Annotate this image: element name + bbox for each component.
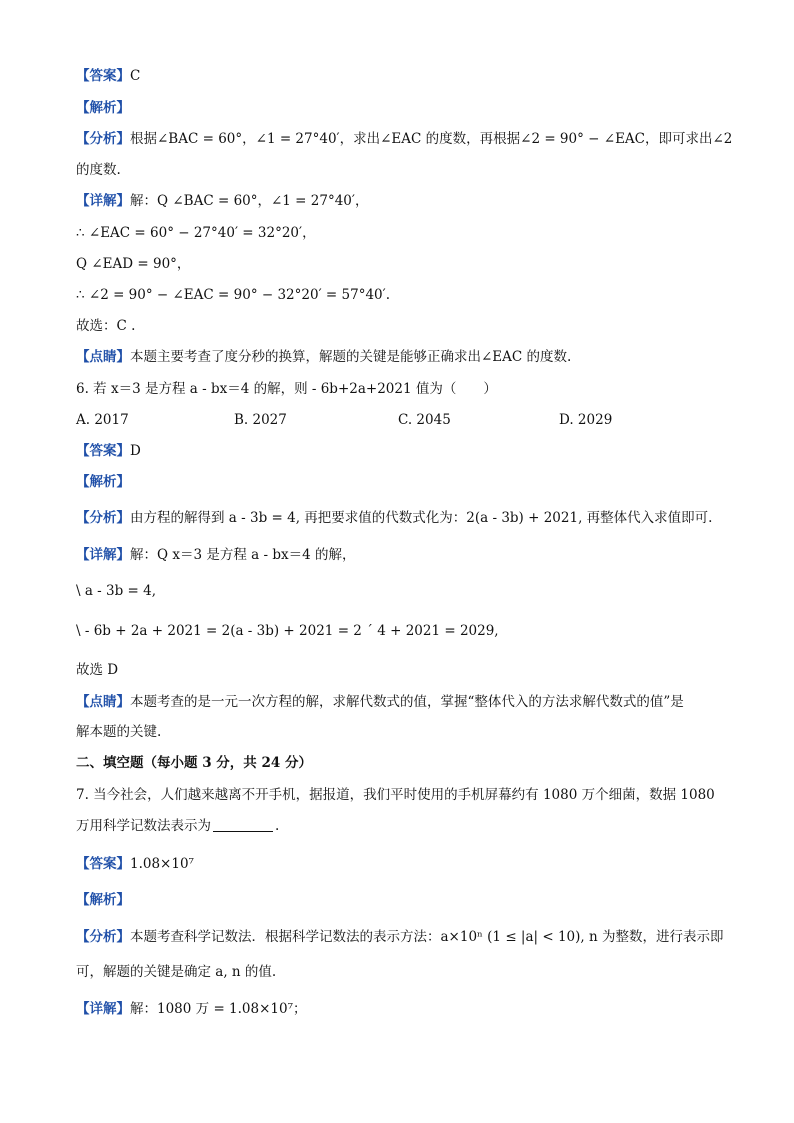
fenxi-line-7 [76,927,754,947]
fenxi-text: 根据∠BAC = 60°，∠1 = 27°40′，求出∠EAC 的度数，再根据∠2 = 90° − ∠EAC，即可求出∠2 [130,131,733,147]
text: . [275,818,280,834]
xiangjie-line-5 [76,191,754,211]
option-b: B. 2027 [234,412,287,428]
analysis-heading-5 [76,98,754,118]
fenxi-tag: 【分析】 [76,929,130,945]
text: \ - 6b + 2a + 2021 = 2(a - 3b) + 2021 = 2 ´ 4 + 2021 = 2029, [76,623,499,639]
text: 本题考查的是一元一次方程的解，求解代数式的值，掌握“整体代入的方法求解代数式的值”是 [130,694,684,710]
fenxi-line-6 [76,508,754,528]
answer-line-7 [76,854,754,874]
text: 万用科学记数法表示为 [76,818,211,834]
answer-line-5 [76,66,754,86]
dianjing-line-5 [76,347,754,367]
xiangjie-line-6 [76,545,754,565]
answer-tag: 【答案】 [76,68,130,84]
text: 故选 D [76,662,119,678]
dianjing-line-6 [76,692,754,712]
section-title: 二、填空题（每小题 3 分，共 24 分） [76,755,312,771]
question-7 [76,785,754,805]
xiangjie-tag: 【详解】 [76,193,130,209]
solution-step [76,621,754,641]
dianjing-continuation [76,722,754,742]
text: 故选：C . [76,318,136,334]
text: 解：Q ∠BAC = 60°，∠1 = 27°40′， [130,193,369,209]
solution-step [76,223,754,243]
question-text: 7. 当今社会，人们越来越离不开手机，据报道，我们平时使用的手机屏幕约有 1080 万个细菌，数据 1080 [76,787,715,803]
text: ∴ ∠2 = 90° − ∠EAC = 90° − 32°20′ = 57°40′. [76,287,390,303]
text: \ a - 3b = 4, [76,583,157,599]
answer-value: 1.08×10⁷ [130,856,194,872]
text: 由方程的解得到 a - 3b = 4, 再把要求值的代数式化为：2(a - 3b) + 2021, 再整体代入求值即可. [130,510,713,526]
answer-value: D [130,443,141,459]
choice-line [76,316,754,336]
analysis-tag: 【解析】 [76,100,130,116]
text: ∴ ∠EAC = 60° − 27°40′ = 32°20′， [76,225,316,241]
solution-step [76,581,754,601]
answer-tag: 【答案】 [76,856,130,872]
analysis-tag: 【解析】 [76,474,130,490]
xiangjie-line-7 [76,999,754,1019]
fenxi-continuation [76,962,754,982]
section-heading [76,753,754,773]
text: 解：Q x＝3 是方程 a - bx＝4 的解， [130,547,356,563]
analysis-tag: 【解析】 [76,892,130,908]
fenxi-continuation [76,160,754,180]
solution-step [76,254,754,274]
choice-line [76,660,754,680]
fenxi-tag: 【分析】 [76,131,130,147]
dianjing-tag: 【点睛】 [76,694,130,710]
solution-step [76,285,754,305]
text: Q ∠EAD = 90°， [76,256,191,272]
question-7-continuation [76,816,754,836]
text: 解：1080 万 = 1.08×10⁷； [130,1001,307,1017]
fenxi-line-5 [76,129,754,149]
text: 的度数. [76,162,121,178]
text: 本题主要考查了度分秒的换算，解题的关键是能够正确求出∠EAC 的度数. [130,349,572,365]
answer-value: C [130,68,141,84]
question-6 [76,379,754,399]
text: 解本题的关键. [76,724,162,740]
option-a: A. 2017 [76,412,129,428]
answer-line-6 [76,441,754,461]
question-text: 6. 若 x＝3 是方程 a - bx＝4 的解，则 - 6b+2a+2021 值为（ ） [76,381,497,397]
dianjing-tag: 【点睛】 [76,349,130,365]
fenxi-tag: 【分析】 [76,510,130,526]
xiangjie-tag: 【详解】 [76,1001,130,1017]
text: 本题考查科学记数法．根据科学记数法的表示方法：a×10ⁿ (1 ≤ |a| < 10), n 为整数，进行表示即 [130,929,724,945]
analysis-heading-6 [76,472,754,492]
option-c: C. 2045 [398,412,451,428]
xiangjie-tag: 【详解】 [76,547,130,563]
text: 可，解题的关键是确定 a, n 的值. [76,964,277,980]
answer-tag: 【答案】 [76,443,130,459]
answer-blank [213,817,273,832]
option-d: D. 2029 [559,412,613,428]
analysis-heading-7 [76,890,754,910]
